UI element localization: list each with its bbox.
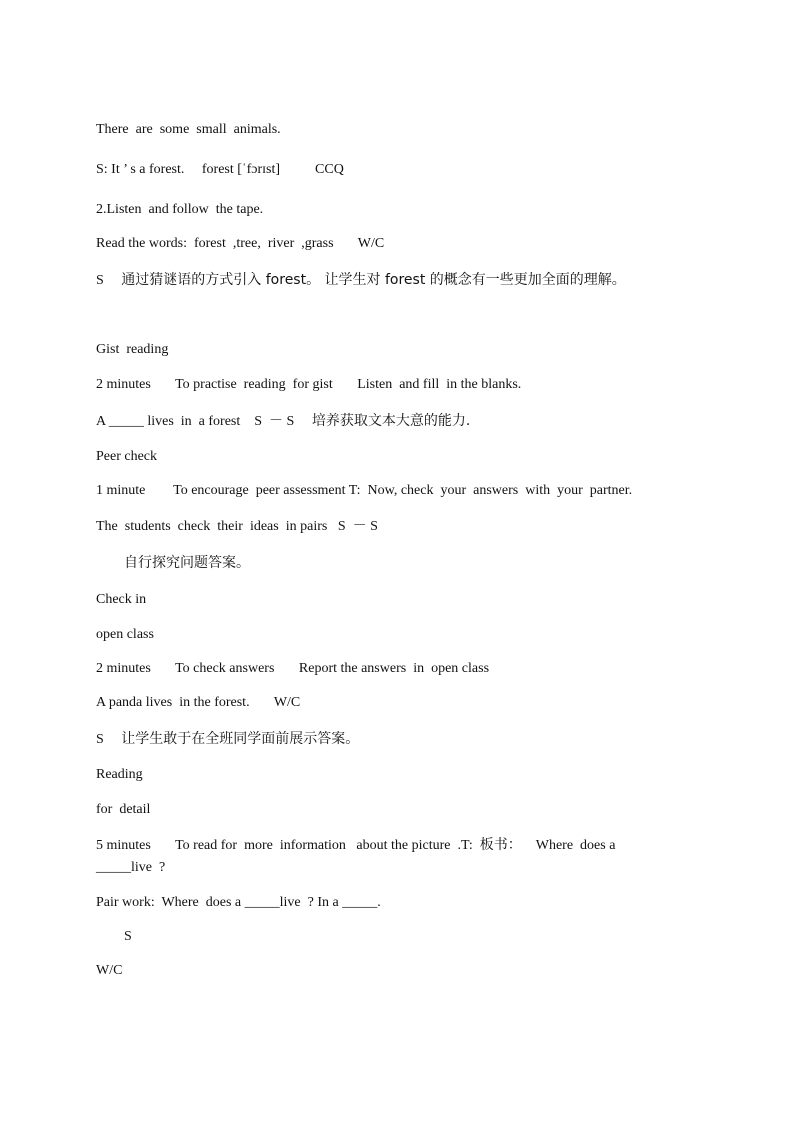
- text-segment: A _____ lives in a forest S － S: [96, 414, 312, 429]
- section-heading: open class: [96, 627, 154, 642]
- text-line: Pair work: Where does a _____live ? In a _____.: [96, 895, 381, 910]
- text-segment: S: [96, 273, 122, 288]
- chinese-note: 通过猜谜语的方式引入 forest。 让学生对 forest 的概念有一些更加全面的理解。: [121, 272, 626, 288]
- text-line: 1 minute To encourage peer assessment T: Now, check your answers with your partner.: [96, 483, 633, 498]
- text-line: Read the words: forest ,tree, river ,grass W/C: [96, 236, 385, 251]
- text-line: S: [124, 929, 132, 944]
- section-heading: Reading: [96, 767, 143, 782]
- text-line: _____live ?: [96, 860, 166, 875]
- chinese-note: 培养获取文本大意的能力.: [311, 413, 471, 429]
- chinese-note: 自行探究问题答案。: [124, 555, 250, 571]
- section-heading: Gist reading: [96, 342, 169, 357]
- text-segment: S: [96, 732, 122, 747]
- section-heading: for detail: [96, 802, 151, 817]
- chinese-note: 让学生敢于在全班同学面前展示答案。: [121, 731, 360, 747]
- text-line: [96, 730, 359, 749]
- text-line: There are some small animals.: [96, 122, 281, 137]
- text-line: S: It ’ s a forest. forest [ˈfɔrɪst] CCQ: [96, 162, 344, 177]
- text-segment: 5 minutes To read for more information about the picture .T:: [96, 838, 480, 853]
- text-line: A panda lives in the forest. W/C: [96, 695, 301, 710]
- text-line: [96, 836, 615, 855]
- text-segment: Where does a: [521, 838, 616, 853]
- text-line: 2.Listen and follow the tape.: [96, 202, 264, 217]
- text-line: 2 minutes To check answers Report the answers in open class: [96, 661, 490, 676]
- section-heading: Peer check: [96, 449, 158, 464]
- text-line: The students check their ideas in pairs S － S: [96, 519, 378, 534]
- chinese-note: 板书：: [479, 837, 522, 853]
- text-line: [96, 271, 626, 290]
- text-line: [96, 412, 470, 431]
- text-line: 2 minutes To practise reading for gist Listen and fill in the blanks.: [96, 377, 522, 392]
- section-heading: Check in: [96, 592, 147, 607]
- text-line: W/C: [96, 963, 123, 978]
